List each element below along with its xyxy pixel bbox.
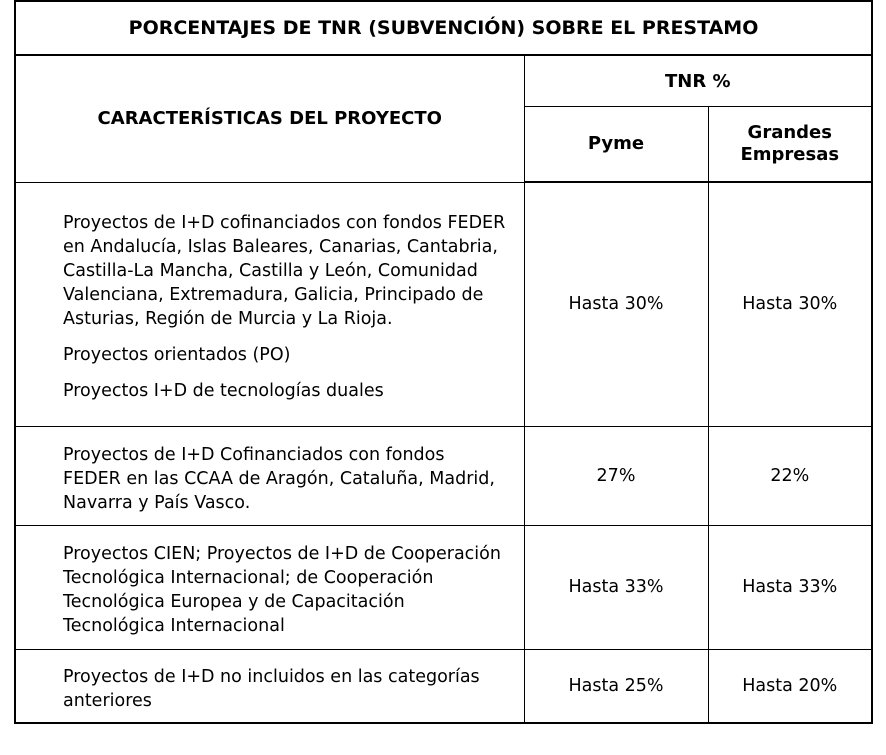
table-row — [15, 649, 872, 723]
pyme-header: Pyme — [524, 107, 708, 183]
table-title: PORCENTAJES DE TNR (SUBVENCIÓN) SOBRE EL PRESTAMO — [15, 1, 872, 55]
description-paragraph: Proyectos orientados (PO) — [63, 345, 291, 365]
grandes-empresas-header — [708, 107, 872, 183]
grandes-value: 22% — [708, 426, 872, 525]
pyme-value: Hasta 30% — [524, 182, 708, 426]
table-row — [15, 426, 872, 525]
description-paragraph: Proyectos de I+D cofinanciados con fondos FEDER en Andalucía, Islas Baleares, Canarias, Cantabria, Castilla-La Mancha, Castilla y León, Comunidad Valenciana, Extremadura, Galicia, Principado de Asturias, Región de Murcia y La Rioja. — [63, 213, 506, 329]
project-description — [15, 525, 524, 649]
description-paragraph: Proyectos I+D de tecnologías duales — [63, 381, 384, 401]
tnr-header: TNR % — [524, 55, 872, 107]
project-description — [15, 426, 524, 525]
project-description — [15, 182, 524, 426]
table-row — [15, 182, 872, 426]
grandes-value: Hasta 33% — [708, 525, 872, 649]
project-description — [15, 649, 524, 723]
table-row — [15, 525, 872, 649]
characteristics-header: CARACTERÍSTICAS DEL PROYECTO — [15, 55, 524, 182]
pyme-value: 27% — [524, 426, 708, 525]
grandes-line-2: Empresas — [740, 144, 840, 165]
description-paragraph: Proyectos de I+D Cofinanciados con fondos FEDER en las CCAA de Aragón, Cataluña, Madrid, Navarra y País Vasco. — [63, 444, 495, 513]
grandes-line-1: Grandes — [747, 122, 832, 143]
grandes-value: Hasta 20% — [708, 649, 872, 723]
description-paragraph: Proyectos CIEN; Proyectos de I+D de Cooperación Tecnológica Internacional; de Cooperación Tecnológica Europea y de Capacitación Tecnológica Internacional — [63, 544, 501, 636]
tnr-percentages-table — [14, 0, 873, 724]
description-paragraph: Proyectos de I+D no incluidos en las categorías anteriores — [63, 666, 480, 711]
pyme-value: Hasta 33% — [524, 525, 708, 649]
pyme-value: Hasta 25% — [524, 649, 708, 723]
grandes-value: Hasta 30% — [708, 182, 872, 426]
